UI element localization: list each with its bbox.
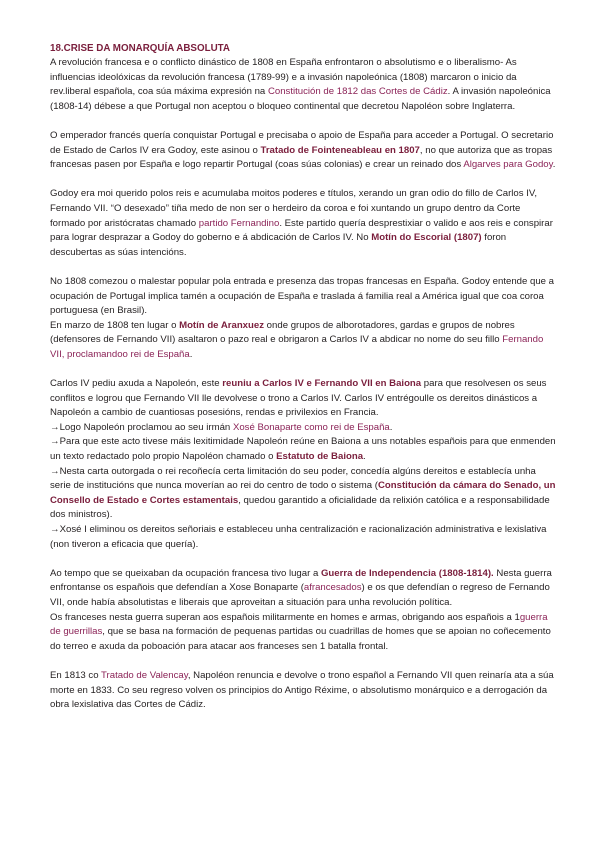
text: . [363,451,366,463]
highlight-afrancesados: afrancesados [303,582,362,594]
highlight-guerra-independencia: Guerra de Independencia (1808-1814). [320,567,494,579]
text: foron descubertas as súas intencións. [50,232,507,258]
text: , quedou garantido a oficialidade da relixión católica e a responsabilidade dos ministros). [50,494,550,521]
highlight-motin-aranxuez: Motín de Aranxuez [179,319,265,331]
paragraph-1808 [50,275,556,363]
text: , que se basa na formación de pequenas partidas ou cuadrillas de homes que se apoian no coñecemento do terreo e axuda da poboación para atacar aos franceses sen 1 batalla frontal. [50,626,551,652]
highlight-algarves: Algarves para Godoy [463,159,553,171]
highlight-tratado-fointeneableau: Tratado de Fointeneableau en 1807 [260,144,420,156]
text: , no que autoriza que as tropas francesas pasen por España e logo repartir Portugal (coas súas colonias) e crear un reinado dos [50,144,553,171]
text: onde grupos de alborotadores, gardas e grupos de nobres (defensores de Fernando VII) asaltaron o pazo real e obrigaron a Carlos IV a abdicar no nome do seu fillo [50,319,515,346]
highlight-xose-bonaparte: Xosé Bonaparte como rei de España [232,421,390,433]
text: No 1808 comezou o malestar popular pola entrada e presenza das tropas francesas en España. Godoy entende que a ocupación de Portugal implica tamén a ocupación de España e traslada á familia real a América igual que coa coroa portuguesa (en Brasil). [50,275,555,317]
text: Os franceses nesta guerra superan aos españois militarmente en homes e armas, obrigando aos españois a 1 [50,611,520,623]
text: . Este partido quería desprestixiar o valido e aos reis e conspirar para lograr desprazar a Godoy do goberno e á abdicación de Carlos IV. No [50,217,553,244]
text: . A invasión napoleónica (1808-14) débese a que Portugal non aceptou o bloqueo continental que decretou Napoléon sobre Inglaterra. [50,86,551,112]
text: Godoy era moi querido polos reis e acumulaba moitos poderes e títulos, xerando un gran odio do fillo de Carlos IV, Fernando VII. “O desexado” tiña medo de non ser o herdeiro da coroa e foi xuntando un grupo dentro da Corte formado por aristócratas chamado [50,188,538,229]
paragraph-baiona [50,377,556,552]
document-body [50,42,556,713]
text: para que resolvesen os seus conflitos e logrou que Fernando VII lle devolvese o trono a Carlos IV. Carlos IV entrégoulle os dereitos dinásticos a Napoleón a cambio de cuantiosas posesións, rendas e privilexios en Francia. [50,378,547,419]
text: Carlos IV pediu axuda a Napoleón, este [50,378,223,390]
text: →Nesta carta outorgada o rei recoñecía certa limitación do seu poder, concedía algúns dereitos e establecía unha serie de institucións que nunca moverían ao rei do centro de todo o sistema ( [50,465,536,492]
highlight-partido-fernandino: partido Fernandino [198,217,280,229]
highlight-fernando-vii: Fernando VII, proclamandoo rei de España [50,334,544,360]
text: En 1813 co [50,669,102,681]
highlight-reuniu-baiona: reuniu a Carlos IV e Fernando VII en Baiona [222,378,422,390]
highlight-guerra-guerrillas: guerra de guerrillas [50,611,548,638]
text: . [389,421,393,433]
paragraph-intro [50,56,556,114]
highlight-constitucion-senado: Constitución da cámara do Senado, un Consello de Estado e Cortes estamentais [50,480,556,506]
text: A revolución francesa e o conflicto dinástico de 1808 en España enfrontaron o absolutismo e o liberalismo- As influencias ideolóxicas da revolución francesa (1789-99) e a invasión napoleónica (1808) marcaron o inicio da rev.liberal española, coa súa máxima expresión na [50,57,517,98]
highlight-estatuto-baiona: Estatuto de Baiona [276,451,364,463]
text: , Napoléon renuncia e devolve o trono español a Fernando VII quen reinaría ata a súa morte en 1833. Co seu regreso volven os principios do Antigo Réxime, o absolutismo monárquico e a derrogación da obra lexislativa das Cortes de Cádiz. [50,669,554,711]
paragraph-valencay [50,669,556,713]
text: . [189,348,193,360]
text: Ao tempo que se queixaban da ocupación francesa tivo lugar a [50,567,321,579]
section-title: 18.CRISE DA MONARQUÍA ABSOLUTA [50,43,230,54]
paragraph-emperador [50,129,556,173]
highlight-motin-escorial: Motín do Escorial (1807) [371,232,482,244]
text: Nesta guerra enfrontanse os españois que defendían a Xose Bonaparte ( [50,567,552,594]
highlight-tratado-valencay: Tratado de Valencay [101,669,188,681]
text: →Xosé I eliminou os dereitos señoriais e estableceu unha centralización e racionalización administrativa e lexislativa (non tiveron a eficacia que quería). [50,524,547,550]
highlight-constitucion: Constitución de 1812 das Cortes de Cádiz [267,86,448,98]
paragraph-guerra [50,567,556,655]
paragraph-godoy [50,187,556,260]
text: →Para que este acto tivese máis lexitimidade Napoleón reúne en Baiona a uns notables españois para que enmenden un texto redactado polo propio Napoléon chamado o [50,436,556,463]
text: . [552,159,556,171]
text: En marzo de 1808 ten lugar o [50,319,180,331]
text: →Logo Napoleón proclamou ao seu irmán [50,421,233,433]
text: O emperador francés quería conquistar Portugal e precisaba o apoio de España para acceder a Portugal. O secretario de Estado de Carlos IV era Godoy, este asinou o [50,129,554,156]
text: ) e os que defendían o regreso de Fernando VII, onde había absolutistas e liberais que aproveitan a situación para unha revolución política. [50,582,550,608]
